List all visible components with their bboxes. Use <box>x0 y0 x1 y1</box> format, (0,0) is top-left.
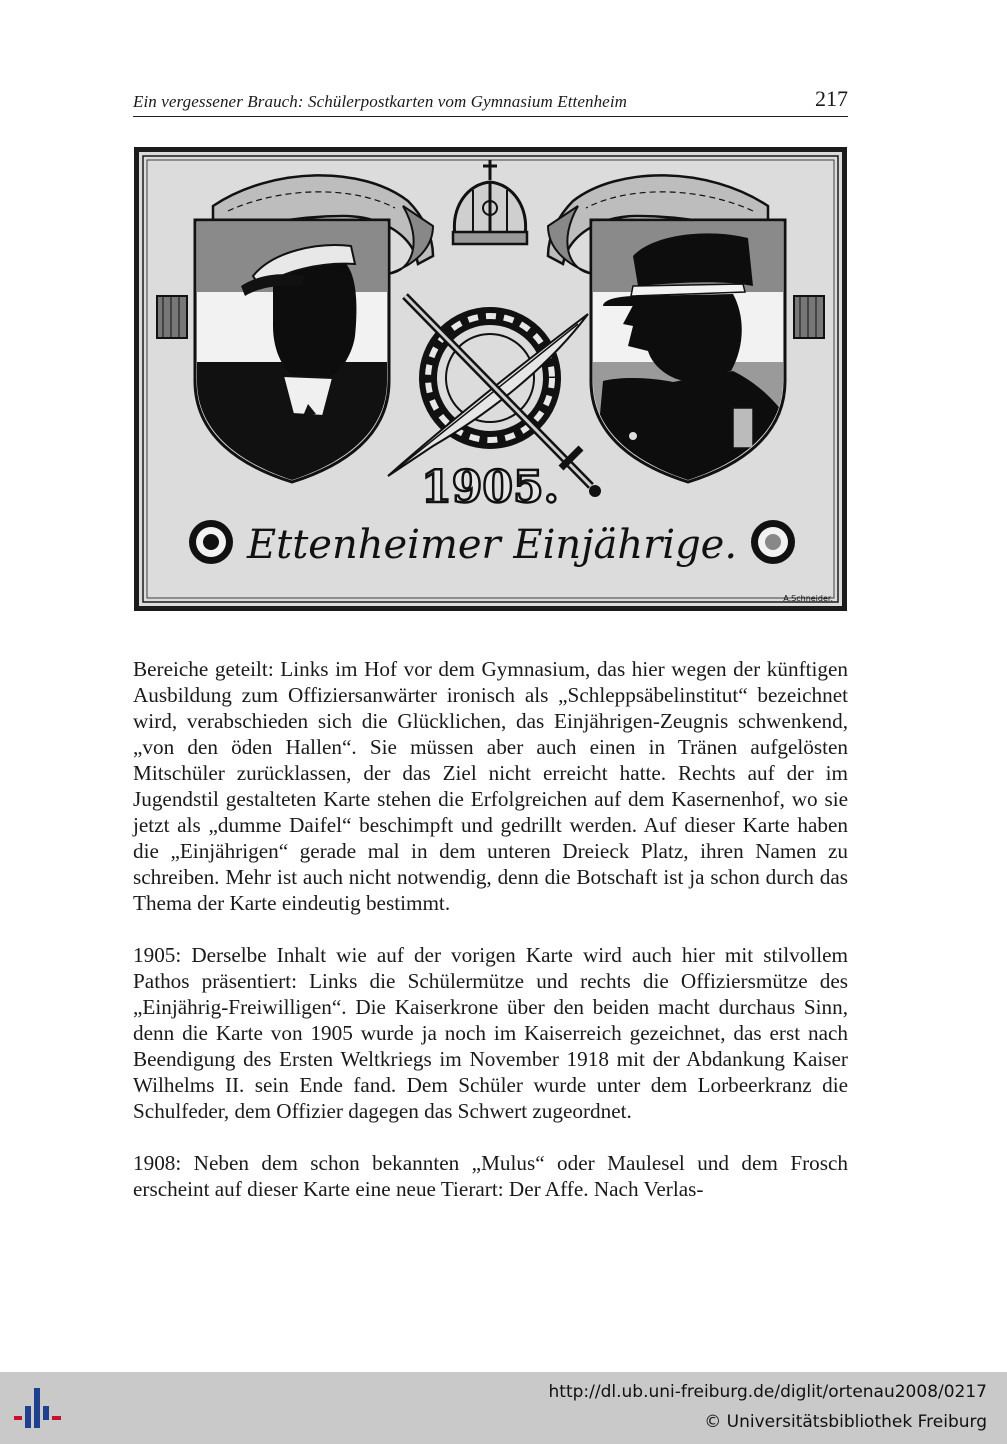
footer-bar <box>0 1372 1007 1444</box>
footer-url-link[interactable]: http://dl.ub.uni-freiburg.de/diglit/ortenau2008/0217 <box>548 1382 987 1402</box>
roundel-left-icon <box>189 520 233 564</box>
footer-copyright: © Universitätsbibliothek Freiburg <box>704 1412 987 1432</box>
artist-signature: A.Schneider. <box>783 594 833 603</box>
article-body <box>133 656 848 1228</box>
paragraph-3: 1908: Neben dem schon bekannten „Mulus“ oder Maulesel und dem Frosch erscheint auf dieser Karte eine neue Tierart: Der Affe. Nach Verlas- <box>133 1151 848 1201</box>
postcard-caption: Ettenheimer Einjährige. <box>246 522 738 568</box>
roundel-right-icon <box>751 520 795 564</box>
page-number: 217 <box>815 86 848 111</box>
running-header <box>133 86 848 117</box>
running-title: Ein vergessener Brauch: Schülerpostkarten vom Gymnasium Ettenheim <box>133 92 628 111</box>
postcard-illustration <box>133 146 848 612</box>
library-logo-icon <box>12 1386 64 1430</box>
paragraph-2: 1905: Derselbe Inhalt wie auf der vorigen Karte wird auch hier mit stilvollem Pathos präsentiert: Links die Schülermütze und rechts die Offiziersmütze des „Einjährig-Freiwilligen“. Die Kaiserkrone über den beiden macht durchaus Sinn, denn die Karte von 1905 wurde ja noch im Kaiserreich gezeichnet, das erst nach Beendigung des Ersten Weltkriegs im November 1918 mit der Abdankung Kaiser Wilhelms II. sein Ende fand. Dem Schüler wurde unter dem Lorbeerkranz die Schulfeder, dem Offizier dagegen das Schwert zugeordnet. <box>133 943 848 1123</box>
paragraph-1: Bereiche geteilt: Links im Hof vor dem Gymnasium, das hier wegen der künftigen Ausbildung zum Offiziersanwärter ironisch als „Schleppsäbelinstitut“ bezeichnet wird, verabschieden sich die Glücklichen, das Einjährigen-Zeugnis schwenkend, „von den öden Hallen“. Sie müssen aber auch einen in Tränen aufgelösten Mitschüler zurücklassen, der das Ziel nicht erreicht hatte. Rechts auf der im Jugendstil gestalteten Karte stehen die Erfolgreichen auf dem Kasernenhof, wo sie jetzt als „dumme Daifel“ beschimpft und gedrillt werden. Auf dieser Karte haben die „Einjährigen“ gerade mal in dem unteren Dreieck Platz, ihren Namen zu schreiben. Mehr ist auch nicht notwendig, denn die Botschaft ist ja schon durch das Thema der Karte eindeutig bestimmt. <box>133 657 848 915</box>
postcard-year: 1905. <box>421 462 559 513</box>
postcard-figure <box>133 146 848 612</box>
